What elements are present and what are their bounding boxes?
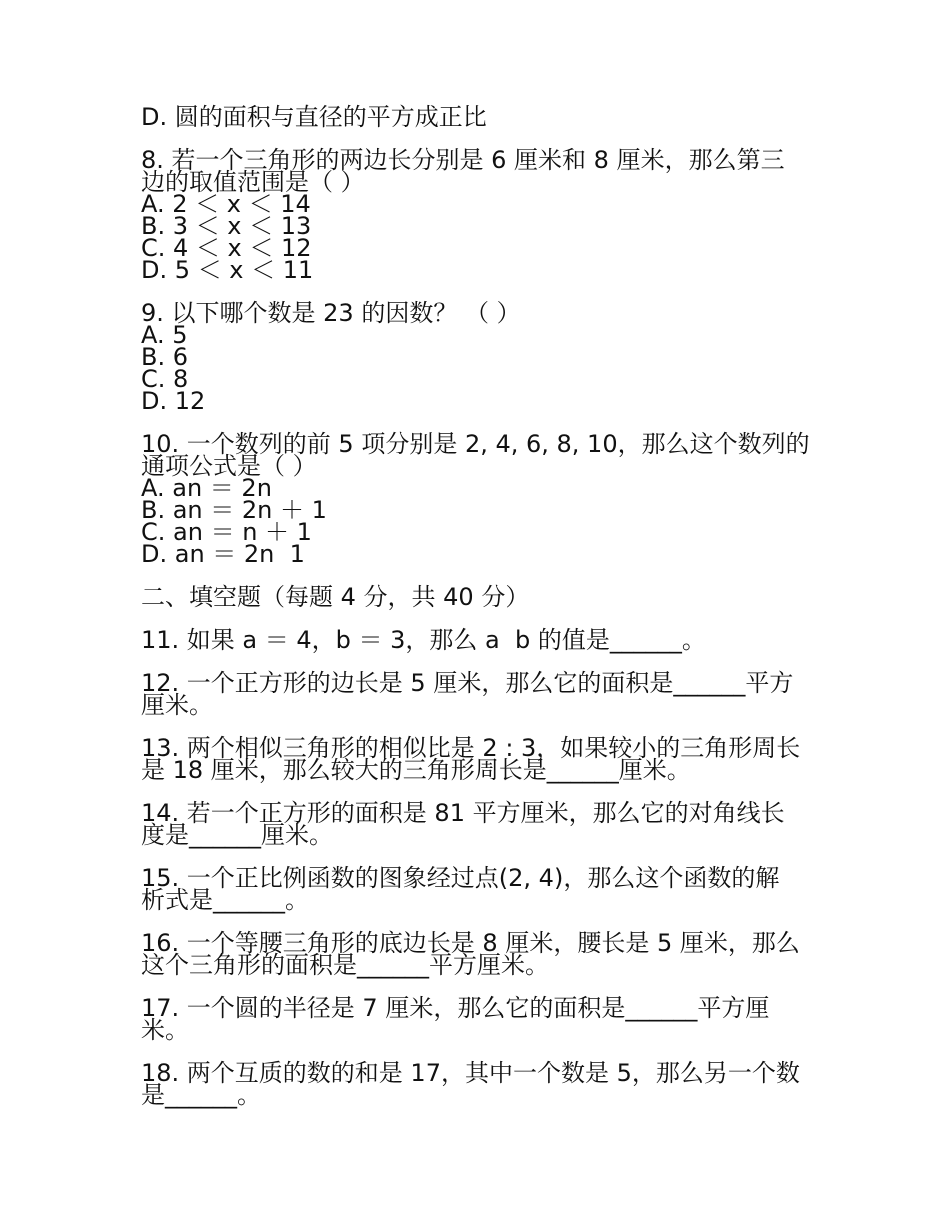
- question-stem: 析式是______。: [141, 886, 309, 914]
- question-stem: 11. 如果 a ＝ 4，b ＝ 3，那么 a b 的值是______。: [141, 626, 706, 654]
- question-7-tail: [141, 103, 821, 131]
- question-stem: 通项公式是（ ）: [141, 452, 317, 480]
- question-stem: 是 18 厘米，那么较大的三角形周长是______厘米。: [141, 756, 691, 784]
- question-stem: 15. 一个正比例函数的图象经过点(2, 4)，那么这个函数的解: [141, 864, 780, 892]
- question-18: [141, 1059, 821, 1109]
- question-stem: 这个三角形的面积是______平方厘米。: [141, 951, 549, 979]
- question-stem: 度是______厘米。: [141, 821, 333, 849]
- option-b: B. 6: [141, 343, 188, 371]
- question-stem: 18. 两个互质的数的和是 17，其中一个数是 5，那么另一个数: [141, 1059, 800, 1087]
- option-b: B. 3 ＜ x ＜ 13: [141, 212, 312, 240]
- option-d: D. 12: [141, 387, 206, 415]
- question-stem: 米。: [141, 1016, 189, 1044]
- option-c: C. 4 ＜ x ＜ 12: [141, 234, 312, 262]
- option-d: D. an ＝ 2n 1: [141, 540, 305, 568]
- option-c: C. 8: [141, 365, 189, 393]
- question-stem: 13. 两个相似三角形的相似比是 2 : 3，如果较小的三角形周长: [141, 734, 801, 762]
- question-16: [141, 929, 821, 979]
- option-b: B. an ＝ 2n ＋ 1: [141, 496, 327, 524]
- question-stem: 8. 若一个三角形的两边长分别是 6 厘米和 8 厘米，那么第三: [141, 146, 785, 174]
- document-page: [141, 103, 821, 1109]
- question-stem: 10. 一个数列的前 5 项分别是 2, 4, 6, 8, 10，那么这个数列的: [141, 430, 810, 458]
- question-stem: 厘米。: [141, 691, 213, 719]
- question-15: [141, 864, 821, 914]
- option-a: A. an ＝ 2n: [141, 474, 272, 502]
- question-9: [141, 299, 821, 415]
- question-stem: 9. 以下哪个数是 23 的因数？ （ ）: [141, 299, 521, 327]
- question-stem: 边的取值范围是（ ）: [141, 168, 365, 196]
- question-11: [141, 626, 821, 654]
- option-a: A. 2 ＜ x ＜ 14: [141, 190, 311, 218]
- option-d: D. 5 ＜ x ＜ 11: [141, 256, 314, 284]
- question-17: [141, 994, 821, 1044]
- question-12: [141, 669, 821, 719]
- question-8: [141, 146, 821, 284]
- section-heading: 二、填空题（每题 4 分，共 40 分）: [141, 583, 530, 611]
- option-c: C. an ＝ n ＋ 1: [141, 518, 312, 546]
- option-d: D. 圆的面积与直径的平方成正比: [141, 103, 487, 131]
- question-stem: 16. 一个等腰三角形的底边长是 8 厘米，腰长是 5 厘米，那么: [141, 929, 800, 957]
- question-14: [141, 799, 821, 849]
- question-13: [141, 734, 821, 784]
- question-10: [141, 430, 821, 568]
- question-stem: 12. 一个正方形的边长是 5 厘米，那么它的面积是______平方: [141, 669, 794, 697]
- question-stem: 14. 若一个正方形的面积是 81 平方厘米，那么它的对角线长: [141, 799, 785, 827]
- option-a: A. 5: [141, 321, 188, 349]
- section-2-title: [141, 583, 821, 611]
- question-stem: 17. 一个圆的半径是 7 厘米，那么它的面积是______平方厘: [141, 994, 770, 1022]
- question-stem: 是______。: [141, 1081, 261, 1109]
